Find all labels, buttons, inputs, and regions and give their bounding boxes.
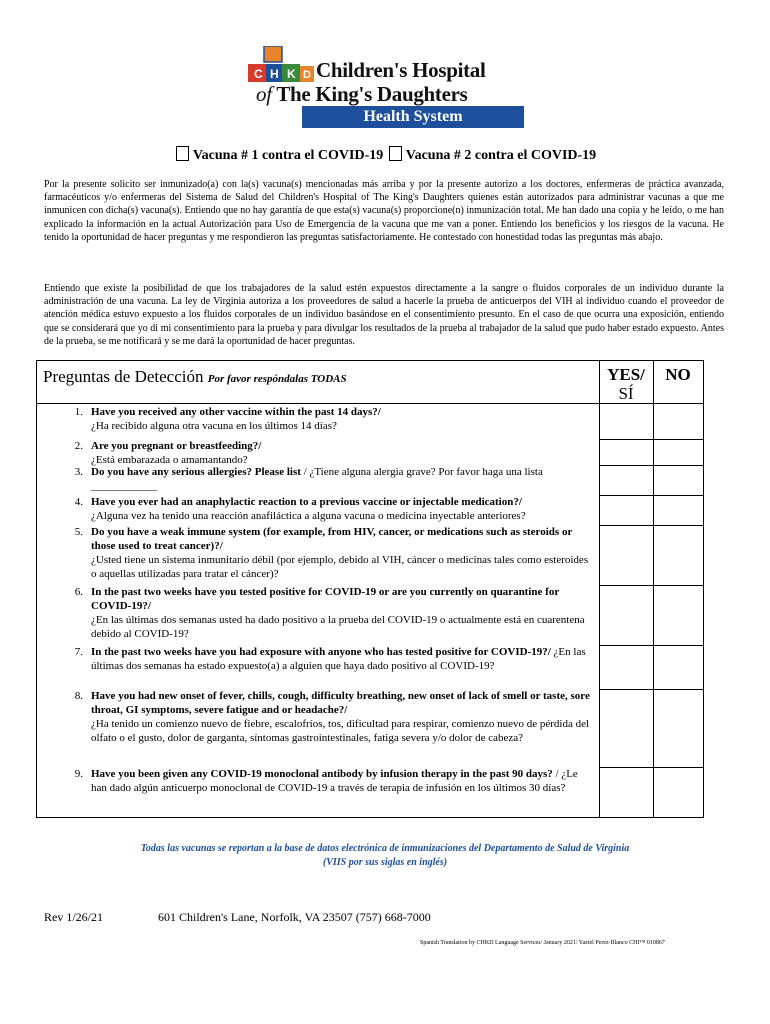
question-text xyxy=(91,767,595,795)
translation-credit: Spanish Translation by CHKD Language Services/ January 2021/ Yaziel Perez-Blanco CHI™ 010867 xyxy=(420,940,665,946)
question-english: Have you ever had an anaphylactic reaction to a previous vaccine or injectable medication?/ xyxy=(91,496,522,508)
question-english: In the past two weeks have you tested positive for COVID-19 or are you currently on quarantine for COVID-19?/ xyxy=(91,586,559,612)
answer-no-cell[interactable] xyxy=(653,495,703,525)
question-number: 6. xyxy=(74,586,83,598)
question-number: 5. xyxy=(74,526,83,538)
question-text xyxy=(91,495,595,523)
answer-yes-cell[interactable] xyxy=(599,465,653,495)
logo-of: of xyxy=(256,82,272,106)
question-number: 3. xyxy=(74,466,83,478)
logo-block-letter: C xyxy=(254,67,263,81)
question-row xyxy=(37,465,703,495)
answer-no-cell[interactable] xyxy=(653,767,703,815)
question-row xyxy=(37,405,703,439)
question-row xyxy=(37,495,703,525)
vaccine-selection xyxy=(0,146,770,164)
screening-title xyxy=(43,367,347,387)
question-text xyxy=(91,405,595,433)
question-english: Do you have any serious allergies? Please list xyxy=(91,466,301,478)
answer-yes-cell[interactable] xyxy=(599,767,653,815)
question-number: 1. xyxy=(74,406,83,418)
question-spanish: / ¿Le han dado algún anticuerpo monoclonal de COVID-19 a través de terapia de infusión en los últimos 30 días? xyxy=(91,768,578,794)
question-spanish: ¿En las últimas dos semanas ha estado expuesto(a) a alguien que haya dado positivo al COVID-19? xyxy=(91,646,586,672)
question-text xyxy=(91,689,595,745)
viis-notice-line2: (VIIS por sus siglas en inglés) xyxy=(322,857,448,868)
consent-paragraph-2: Entiendo que existe la posibilidad de que los trabajadores de la salud estén expuestos directamente a la sangre o fluidos corporales de un individuo durante la administración de una vacuna. La ley de Virginia autoriza a los proveedores de salud a hacerle la prueba de anticuerpos del VIH al individuo cuando el proveedor de atención médica estuvo expuesto a los fluidos corporales de un individuo basándose en el consentimiento presunto. En el caso de que ocurra una exposición, entiendo que se considerará que yo di mi consentimiento para la prueba y para divulgar los resultados de la prueba al trabajador de la salud que pudo haber estado expuesto. Antes de la prueba, se me notificará y se me dará la oportunidad de hacer preguntas. xyxy=(44,283,724,347)
question-number: 9. xyxy=(74,768,83,780)
logo-name-main: The King's Daughters xyxy=(276,82,468,106)
vaccine-1-label: Vacuna # 1 contra el COVID-19 xyxy=(192,148,384,163)
question-row xyxy=(37,439,703,465)
question-row xyxy=(37,767,703,815)
answer-yes-cell[interactable] xyxy=(599,689,653,767)
answer-no-cell[interactable] xyxy=(653,525,703,585)
yes-label: YES/ xyxy=(607,365,645,384)
answer-yes-cell[interactable] xyxy=(599,645,653,689)
question-english: Have you received any other vaccine within the past 14 days?/ xyxy=(91,406,381,418)
question-number: 7. xyxy=(74,646,83,658)
no-column-header: NO xyxy=(665,365,691,384)
header-divider xyxy=(37,403,703,404)
answer-no-cell[interactable] xyxy=(653,405,703,439)
question-english: Do you have a weak immune system (for example, from HIV, cancer, or medications such as steroids or those used to treat cancer)?/ xyxy=(91,526,573,552)
question-english: Have you been given any COVID-19 monoclonal antibody by infusion therapy in the past 90 days? xyxy=(91,768,553,780)
question-spanish: ¿Usted tiene un sistema inmunitario débil (por ejemplo, debido al VIH, cáncer o medicinas tales como esteroides o aquellas utilizadas para tratar el cáncer)? xyxy=(91,554,589,580)
answer-yes-cell[interactable] xyxy=(599,405,653,439)
answer-no-cell[interactable] xyxy=(653,645,703,689)
viis-notice xyxy=(0,842,770,870)
question-spanish: ¿Alguna vez ha tenido una reacción anafiláctica a alguna vacuna o medicina inyectable anteriores? xyxy=(91,510,526,522)
screening-subtitle: Por favor respóndalas TODAS xyxy=(207,373,347,385)
question-text xyxy=(91,645,595,673)
answer-no-cell[interactable] xyxy=(653,465,703,495)
consent-paragraph-1: Por la presente solicito ser inmunizado(a) con la(s) vacuna(s) mencionadas más arriba y por la presente autorizo a los doctores, enfermeras de práctica avanzada, farmacéuticos y/o enfermeras del Sistema de Salud del Children's Hospital of The King's Daughters quienes están autorizados para administrar vacunas a que me inmunicen con dicha(s) vacuna(s). Entiendo que no hay garantía de que esta(s) vacuna(s) proporcione(n) inmunización total. Me han dado una copia y he leído, o me han explicado la información en la actual Autorización para Uso de Emergencia de la vacuna que me van a poner. Entiendo los beneficios y los riesgos de la vacuna. He tenido la oportunidad de hacer preguntas y me respondieron las preguntas satisfactoriamente. He contestado con honestidad todas las preguntas más abajo. xyxy=(44,179,724,243)
question-spanish: / ¿Tiene alguna alergia grave? Por favor haga una lista ____________ xyxy=(91,466,543,492)
question-english: In the past two weeks have you had exposure with anyone who has tested positive for COVID-19?/ xyxy=(91,646,551,658)
question-text xyxy=(91,525,595,581)
question-text xyxy=(91,439,595,467)
vaccine-2-checkbox[interactable] xyxy=(389,146,402,161)
question-number: 4. xyxy=(74,496,83,508)
answer-yes-cell[interactable] xyxy=(599,495,653,525)
answer-yes-cell[interactable] xyxy=(599,439,653,465)
hospital-logo xyxy=(246,44,524,128)
screening-table xyxy=(36,360,704,818)
question-text xyxy=(91,585,595,641)
screening-title-text: Preguntas de Detección xyxy=(43,367,204,386)
hospital-address: 601 Children's Lane, Norfolk, VA 23507 (757) 668-7000 xyxy=(158,910,431,924)
logo-block-letter: H xyxy=(270,67,279,81)
question-spanish: ¿Está embarazada o amamantando? xyxy=(91,454,248,466)
revision-date: Rev 1/26/21 xyxy=(44,910,103,924)
answer-yes-cell[interactable] xyxy=(599,525,653,585)
question-text xyxy=(91,465,595,493)
question-number: 2. xyxy=(74,440,83,452)
question-spanish: ¿En las últimas dos semanas usted ha dado positivo a la prueba del COVID-19 o actualmente está en cuarentena debido al COVID-19? xyxy=(91,614,585,640)
question-spanish: ¿Ha tenido un comienzo nuevo de fiebre, escalofríos, tos, dificultad para respirar, comienzo nuevo de pérdida del olfato o el gusto, dolor de garganta, síntomas gastrointestinales, fatiga severa y/o dolor de cabeza? xyxy=(91,718,590,744)
yes-column-header xyxy=(599,365,653,403)
logo-block-letter: D xyxy=(303,69,311,81)
vaccine-2-label: Vacuna # 2 contra el COVID-19 xyxy=(405,148,597,163)
question-number: 8. xyxy=(74,690,83,702)
answer-no-cell[interactable] xyxy=(653,585,703,645)
question-spanish: ¿Ha recibido alguna otra vacuna en los últimos 14 días? xyxy=(91,420,337,432)
question-row xyxy=(37,585,703,645)
question-english: Have you had new onset of fever, chills, cough, difficulty breathing, new onset of lack of smell or taste, sore throat, GI symptoms, severe fatigue and or headache?/ xyxy=(91,690,590,716)
vaccine-1-checkbox[interactable] xyxy=(176,146,189,161)
logo-block-letter: K xyxy=(287,67,296,81)
question-english: Are you pregnant or breastfeeding?/ xyxy=(91,440,262,452)
question-row xyxy=(37,689,703,767)
question-row xyxy=(37,645,703,689)
answer-no-cell[interactable] xyxy=(653,689,703,767)
si-label: SÍ xyxy=(618,384,634,403)
answer-yes-cell[interactable] xyxy=(599,585,653,645)
viis-notice-line1: Todas las vacunas se reportan a la base de datos electrónica de inmunizaciones del Departamento de Salud de Virginia xyxy=(140,843,630,854)
logo-health-system: Health System xyxy=(302,106,524,128)
logo-name-line2 xyxy=(256,82,468,107)
logo-name-line1: Children's Hospital xyxy=(316,58,486,82)
question-row xyxy=(37,525,703,585)
answer-no-cell[interactable] xyxy=(653,439,703,465)
